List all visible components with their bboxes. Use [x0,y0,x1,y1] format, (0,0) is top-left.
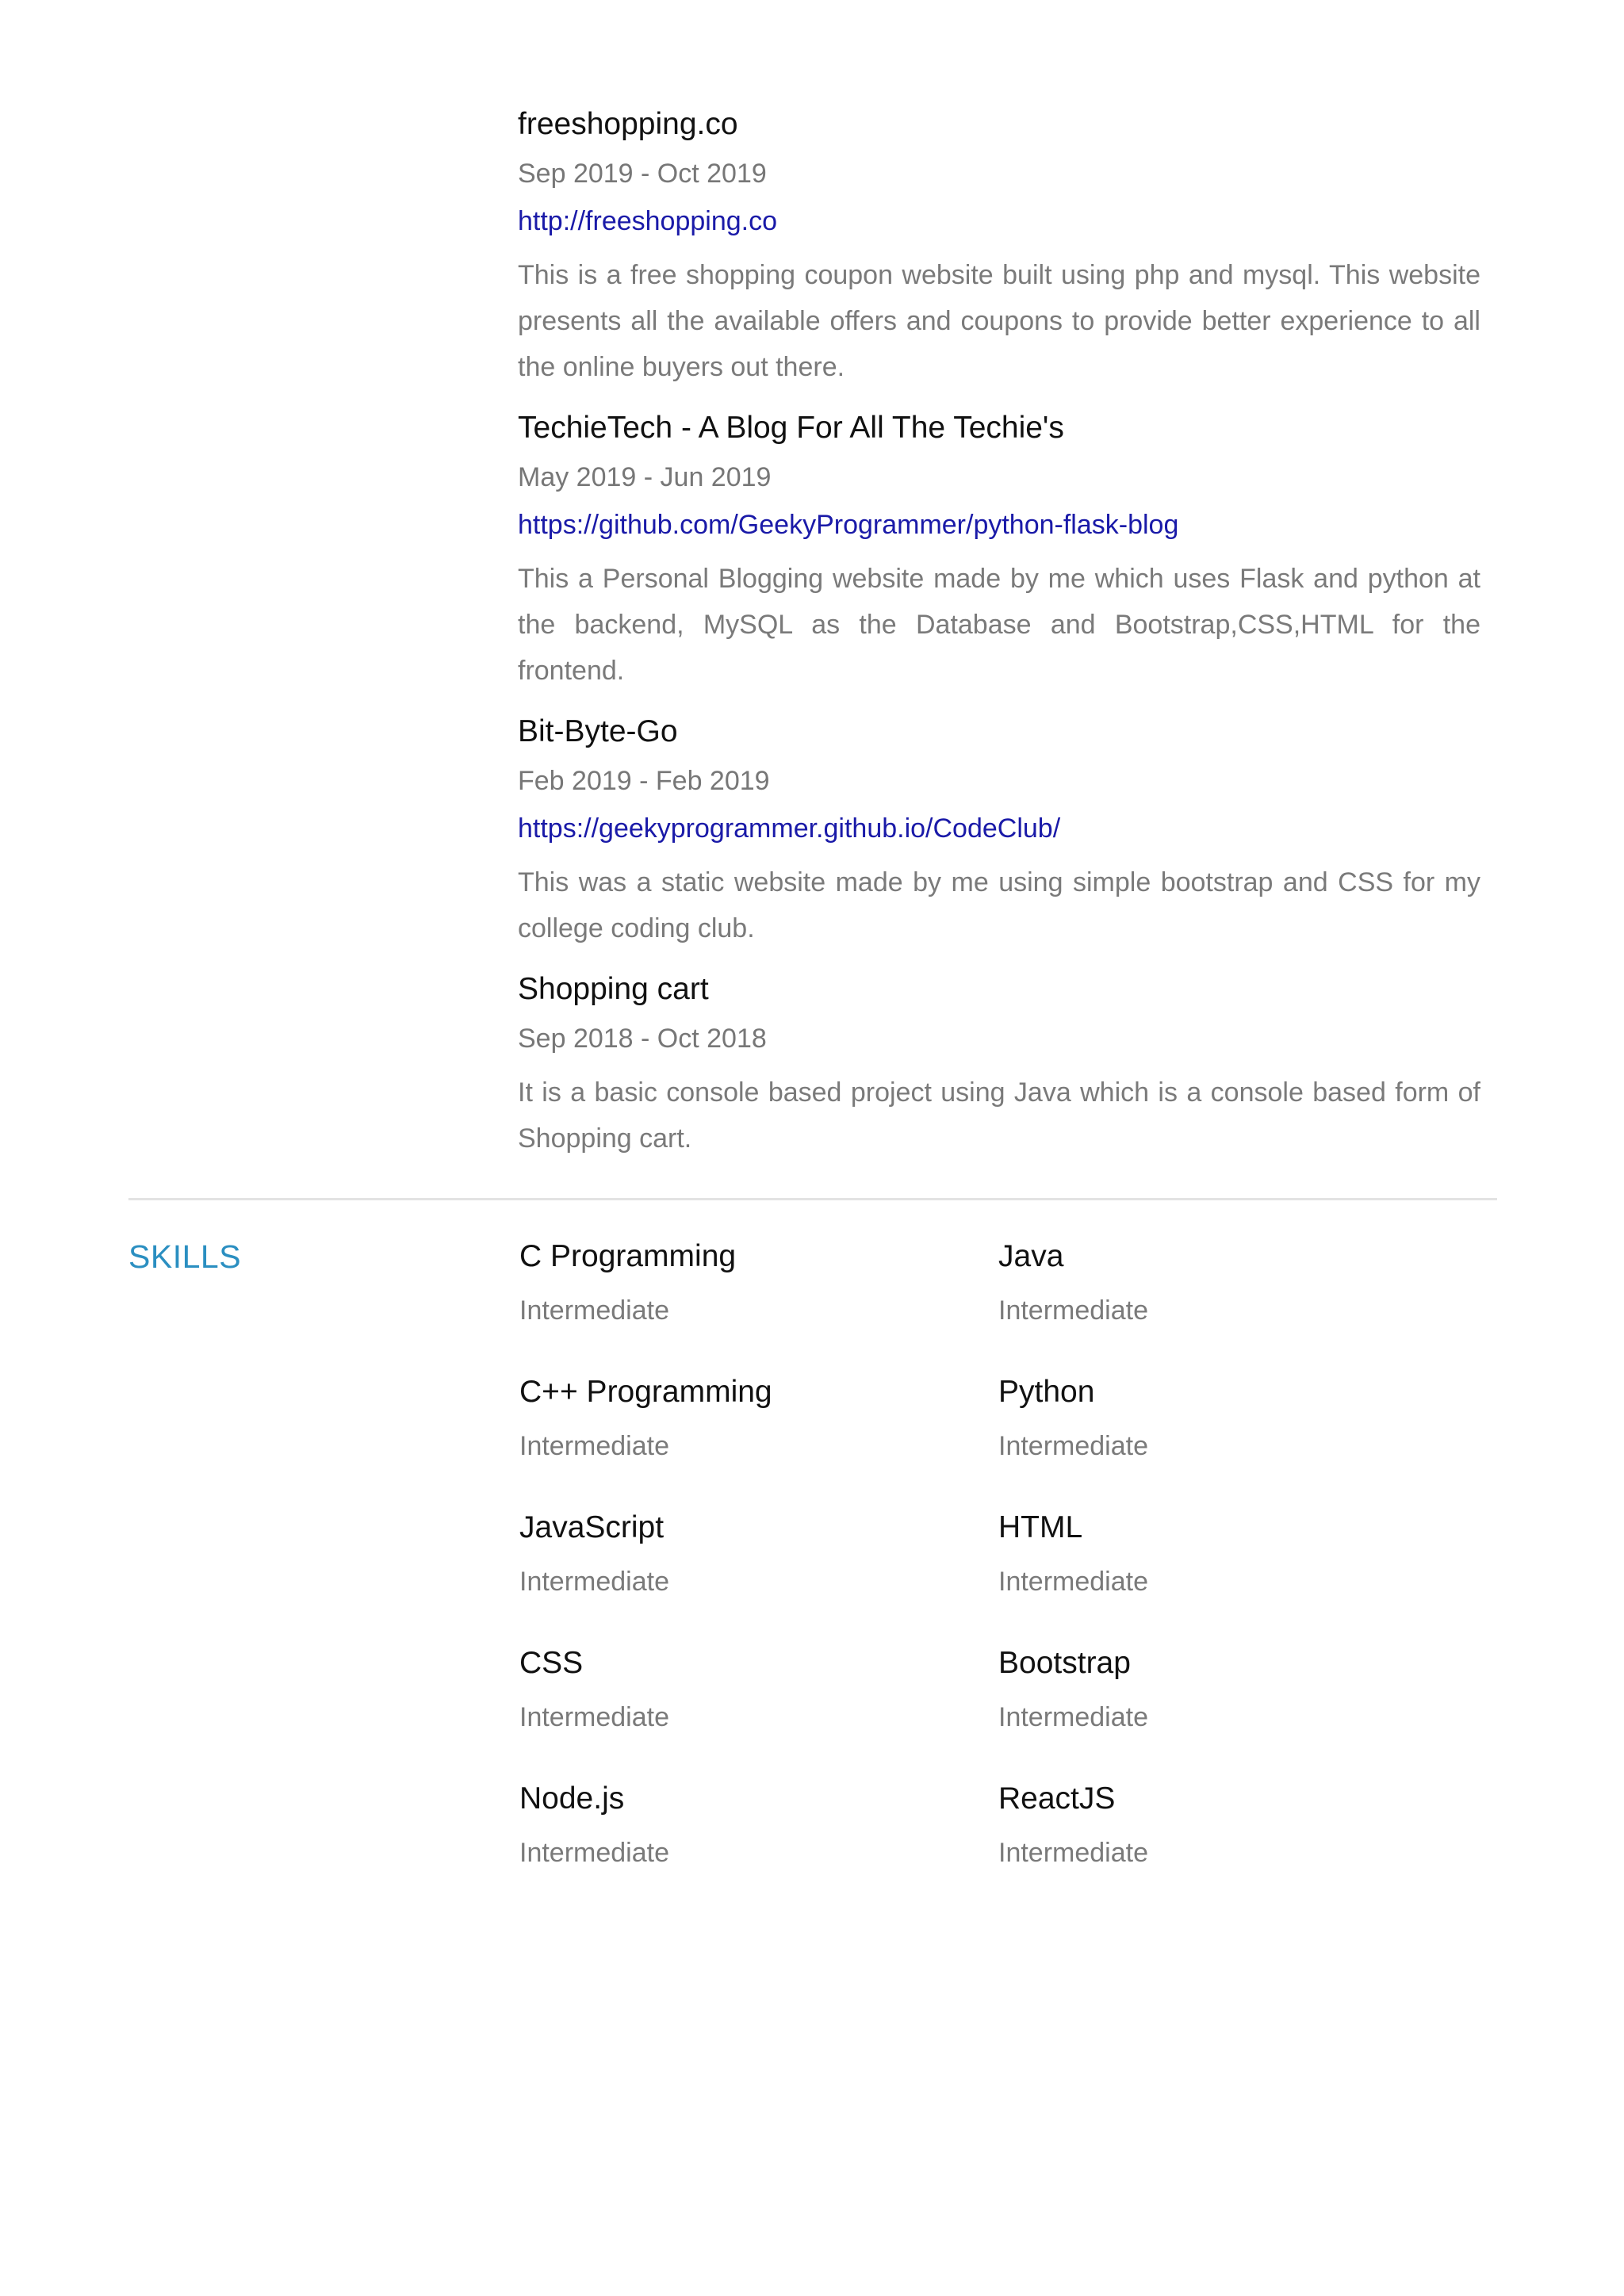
section-divider [128,1198,1497,1200]
skill-item [519,1234,998,1334]
project-entry [518,101,1480,390]
skill-name: ReactJS [998,1781,1116,1816]
skill-name: Python [998,1375,1095,1409]
skill-item [519,1640,998,1740]
projects-list [518,101,1480,1177]
skill-item [998,1369,1477,1469]
skill-name: CSS [519,1646,584,1680]
skill-item [998,1505,1477,1605]
skill-level: Intermediate [519,1838,669,1868]
project-link[interactable]: https://github.com/GeekyProgrammer/python-flask-blog [518,510,1179,540]
project-dates: Sep 2018 - Oct 2018 [518,1024,767,1054]
skill-name: C++ Programming [519,1375,772,1409]
project-entry [518,966,1480,1161]
skill-name: Java [998,1239,1064,1273]
skill-item [519,1505,998,1605]
skill-level: Intermediate [998,1295,1148,1326]
project-title: Bit-Byte-Go [518,714,678,748]
skill-name: Bootstrap [998,1646,1131,1680]
skills-heading: SKILLS [128,1238,242,1275]
skill-item [519,1776,998,1876]
skill-level: Intermediate [519,1702,669,1732]
project-dates: Feb 2019 - Feb 2019 [518,766,770,796]
skill-level: Intermediate [519,1295,669,1326]
project-description: It is a basic console based project using Java which is a console based form of Shopping cart. [518,1077,1480,1154]
skill-name: Node.js [519,1781,625,1816]
project-title: freeshopping.co [518,107,738,141]
skill-item [998,1776,1477,1876]
skill-item [998,1640,1477,1740]
project-dates: May 2019 - Jun 2019 [518,462,772,492]
project-description: This was a static website made by me using simple bootstrap and CSS for my college coding club. [518,867,1480,943]
project-description: This is a free shopping coupon website built using php and mysql. This website presents all the available offers and coupons to provide better experience to all the online buyers out there. [518,260,1480,382]
skill-name: C Programming [519,1239,737,1273]
skill-item [998,1234,1477,1334]
skill-item [519,1369,998,1469]
skill-level: Intermediate [519,1431,669,1461]
skill-level: Intermediate [998,1431,1148,1461]
skill-name: HTML [998,1510,1083,1544]
project-link[interactable]: https://geekyprogrammer.github.io/CodeClub/ [518,813,1061,844]
skill-level: Intermediate [519,1567,669,1597]
project-description: This a Personal Blogging website made by me which uses Flask and python at the backend, MySQL as the Database and Bootstrap,CSS,HTML for the frontend. [518,564,1480,686]
skill-level: Intermediate [998,1838,1148,1868]
project-link[interactable]: http://freeshopping.co [518,206,778,236]
project-title: Shopping cart [518,972,709,1006]
project-entry [518,709,1480,951]
project-entry [518,405,1480,694]
skill-name: JavaScript [519,1510,665,1544]
skill-level: Intermediate [998,1702,1148,1732]
skills-grid [519,1234,1479,1876]
skill-level: Intermediate [998,1567,1148,1597]
project-dates: Sep 2019 - Oct 2019 [518,159,767,189]
project-title: TechieTech - A Blog For All The Techie's [518,411,1064,445]
